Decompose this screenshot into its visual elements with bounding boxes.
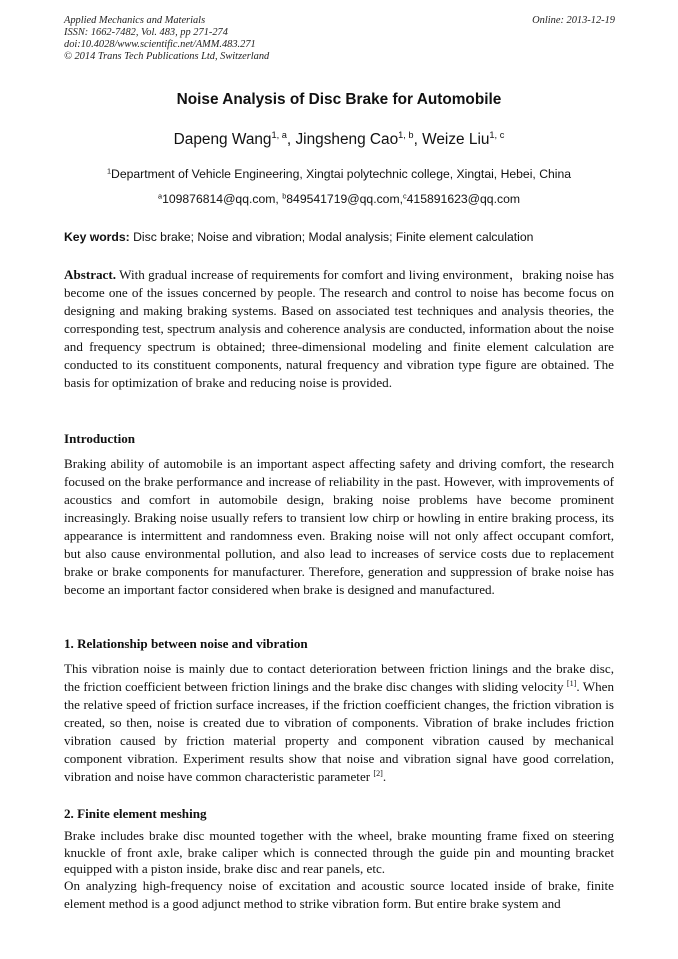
keywords-text: Disc brake; Noise and vibration; Modal analysis; Finite element calculation [133, 230, 534, 244]
affiliation-text: Department of Vehicle Engineering, Xingtai polytechnic college, Xingtai, Hebei, China [111, 167, 572, 181]
section2-text-2: On analyzing high-frequency noise of excitation and acoustic source located inside of brake, finite element method is a good adjunct method to strike vibration form. But entire brake system and [64, 878, 614, 911]
affiliation-sup: 1 [106, 166, 112, 176]
author-affil-sup: 1, a [271, 130, 287, 140]
issn-line: ISSN: 1662-7482, Vol. 483, pp 271-274 [64, 27, 228, 38]
keywords-label: Key words: [64, 230, 130, 244]
email-sup: b [282, 191, 287, 201]
section1-text-2: . When the relative speed of friction surface increases, if the friction coefficient changes, the friction vibration is created, so then, noise is created due to vibration of components. Vibration of brake includes friction vibration caused by friction material property and component vibration caused by mechanical component vibration. Experiment results show that noise and vibration signal have good correlation, vibration and noise have common characteristic parameter [64, 679, 614, 784]
abstract-label: Abstract. [64, 267, 116, 282]
section1-text-1: This vibration noise is mainly due to contact deterioration between friction linings and the brake disc, the friction coefficient between friction linings and the brake disc changes with sliding velocity [64, 661, 614, 694]
email-address: 415891623@qq.com [406, 192, 520, 206]
section1-text-3: . [382, 769, 387, 784]
section1-paragraph [64, 660, 614, 786]
email-address: 109876814@qq.com [162, 192, 276, 206]
introduction-paragraph [64, 455, 614, 599]
citation-2: [2] [373, 769, 383, 779]
journal-name: Applied Mechanics and Materials [64, 15, 206, 26]
email-sup: c [403, 191, 407, 201]
email-address: 849541719@qq.com [286, 192, 400, 206]
abstract-text: With gradual increase of requirements for comfort and living environment，braking noise has become one of the issues concerned by people. The research and control to noise has become focus on designing and making braking systems. Based on associated test techniques and analysis theories, the corresponding test, spectrum analysis and coherence analysis are conducted, information about the noise and frequency spectrum is obtained; three-dimensional modeling and finite element calculation are conducted to its constituent components, natural frequency and vibration type figure are obtained. The basis for optimization of brake and reducing noise is provided. [64, 267, 614, 390]
author-affil-sup: 1, c [489, 130, 505, 140]
section2-heading: 2. Finite element meshing [64, 806, 207, 821]
copyright-line: © 2014 Trans Tech Publications Ltd, Switzerland [64, 51, 270, 62]
email-sup: a [157, 191, 163, 201]
online-date: Online: 2013-12-19 [532, 15, 615, 26]
section2-paragraph-1 [64, 828, 614, 878]
paper-title: Noise Analysis of Disc Brake for Automobile [176, 91, 502, 108]
email-list: $^a$109876814@qq.com, $^b$849541719@qq.com,$^c$415891623@qq.com [157, 191, 520, 206]
journal-header [64, 15, 615, 63]
section2-text-1: Brake includes brake disc mounted together with the wheel, brake mounting frame fixed on steering knuckle of front axle, brake caliper which is connected through the guide pin and mounting bracket equipped with a piston inside, brake disc and rear panels, etc. [64, 828, 614, 876]
affiliation [0, 167, 678, 181]
author-name: Weize Liu [422, 131, 490, 148]
author-name: Dapeng Wang [173, 131, 272, 148]
keywords [64, 230, 615, 244]
section1-heading: 1. Relationship between noise and vibration [64, 636, 308, 651]
section2-paragraph-2 [64, 877, 614, 913]
author-list: Dapeng Wang$^{1, a}$, Jingsheng Cao$^{1, b}$, Weize Liu$^{1, c}$ [173, 130, 505, 148]
abstract [64, 266, 614, 392]
citation-1: [1] [566, 679, 577, 689]
author-affil-sup: 1, b [398, 130, 414, 140]
doi-line: doi:10.4028/www.scientific.net/AMM.483.271 [64, 39, 256, 50]
introduction-heading: Introduction [64, 431, 136, 446]
introduction-text: Braking ability of automobile is an important aspect affecting safety and driving comfort, the research focused on the brake performance and increase of reliability in the past. However, with improvements of acoustics and comfort in automobile design, braking noise problems have become prominent increasingly. Braking noise usually refers to transient low chirp or howling in entire braking process, its appearance is intermittent and randomness even. Braking noise will not only affect occupant comfort, but also cause environmental pollution, and also lead to increases of service costs due to replacement brake or brake components for manufacturer. Therefore, generation and suppression of brake noise has become an important factor considered when brake is designed and manufactured. [64, 456, 614, 597]
author-name: Jingsheng Cao [295, 131, 399, 148]
